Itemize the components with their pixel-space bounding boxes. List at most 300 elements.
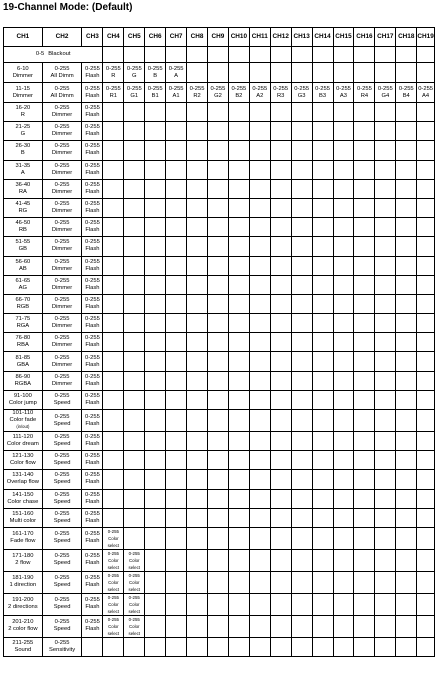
table-cell-empty [103, 390, 124, 409]
cell-text: 0-255 [85, 181, 100, 188]
table-cell-empty [270, 527, 291, 549]
table-cell-empty [187, 451, 208, 470]
cell-text: 0-255 [231, 85, 247, 92]
table-cell-empty [124, 256, 145, 275]
cell-text: 0-255 [85, 85, 100, 92]
table-cell-empty [228, 314, 249, 333]
cell-text: 71-75 [15, 316, 31, 323]
cell-text: 0-255 [273, 85, 289, 92]
cell-text: 0-255 [147, 65, 163, 72]
table-cell [82, 637, 103, 656]
table-cell-empty [145, 141, 166, 160]
table-cell-empty [270, 218, 291, 237]
table-cell [4, 593, 43, 615]
table-cell-empty [396, 294, 417, 313]
table-cell-empty [166, 333, 187, 352]
cell-text: G [20, 131, 26, 138]
cell-text: Speed [53, 441, 71, 448]
cell-text: Flash [85, 227, 100, 234]
table-cell-empty [270, 103, 291, 122]
table-cell [82, 451, 103, 470]
table-cell-empty [228, 198, 249, 217]
table-cell-empty [333, 103, 354, 122]
table-cell-empty [207, 63, 228, 83]
cell-text: GBA [16, 361, 29, 368]
cell-text: Speed [53, 479, 71, 486]
table-cell-empty [291, 593, 312, 615]
table-cell-empty [249, 508, 270, 527]
cell-text: Flash [85, 265, 100, 272]
table-cell-empty [145, 256, 166, 275]
cell-text: 0-255 [210, 85, 226, 92]
cell-text: Color jump [8, 399, 37, 406]
table-cell-empty [375, 63, 396, 83]
table-cell-empty [249, 122, 270, 141]
table-cell [42, 83, 82, 103]
table-cell-empty [228, 179, 249, 198]
table-cell-empty [375, 314, 396, 333]
table-cell [228, 83, 249, 103]
table-cell-empty [354, 256, 375, 275]
cell-text: G4 [381, 92, 390, 99]
table-cell [124, 615, 145, 637]
table-cell-empty [396, 198, 417, 217]
table-cell-empty [312, 63, 333, 83]
table-cell-empty [333, 352, 354, 371]
cell-text: 56-60 [15, 258, 31, 265]
table-cell-empty [333, 198, 354, 217]
table-cell-empty [333, 615, 354, 637]
table-row [4, 237, 435, 256]
table-cell-empty [312, 237, 333, 256]
table-cell-empty [396, 637, 417, 656]
table-cell [42, 371, 82, 390]
table-cell-empty [333, 179, 354, 198]
table-cell-empty [103, 141, 124, 160]
table-cell-empty [375, 237, 396, 256]
table-cell [4, 571, 43, 593]
table-cell [4, 549, 43, 571]
table-cell-empty [396, 314, 417, 333]
table-cell-empty [228, 275, 249, 294]
table-cell-empty [417, 198, 435, 217]
table-cell [82, 593, 103, 615]
table-cell-empty [187, 390, 208, 409]
cell-text: 0-255 [85, 491, 100, 498]
cell-text: Flash [85, 208, 100, 215]
table-cell [82, 218, 103, 237]
table-cell-empty [145, 122, 166, 141]
cell-text: 66-70 [15, 296, 31, 303]
table-cell [270, 83, 291, 103]
table-cell-empty [333, 237, 354, 256]
table-cell-empty [270, 489, 291, 508]
table-cell-empty [103, 432, 124, 451]
cell-text: 0-255 [105, 85, 121, 92]
cell-text: select [107, 564, 120, 570]
table-cell [82, 63, 103, 83]
cell-text: 0-255 [107, 572, 119, 578]
table-cell-empty [124, 218, 145, 237]
cell-text: select [128, 630, 140, 636]
cell-text: Flash [85, 380, 100, 387]
table-cell-empty [187, 593, 208, 615]
table-cell-empty [333, 122, 354, 141]
table-cell-empty [333, 432, 354, 451]
table-cell-empty [103, 333, 124, 352]
table-cell [4, 637, 43, 656]
table-cell-empty [270, 275, 291, 294]
cell-text: 0-255 [54, 105, 70, 112]
table-row [4, 451, 435, 470]
table-cell-empty [417, 47, 435, 63]
cell-text: 0-255 [54, 597, 70, 604]
table-cell-empty [417, 489, 435, 508]
table-cell [4, 470, 43, 489]
table-cell-empty [333, 489, 354, 508]
table-cell-empty [249, 314, 270, 333]
cell-text: A4 [422, 92, 430, 99]
table-cell-empty [291, 275, 312, 294]
table-cell-empty [228, 615, 249, 637]
cell-text: Flash [85, 517, 100, 524]
table-cell-empty [145, 314, 166, 333]
table-cell-empty [354, 470, 375, 489]
table-cell [42, 527, 82, 549]
table-cell [124, 549, 145, 571]
table-cell-empty [270, 198, 291, 217]
table-cell-empty [312, 432, 333, 451]
table-cell-empty [249, 47, 270, 63]
table-cell-empty [228, 549, 249, 571]
column-header: CH1 [4, 28, 43, 47]
table-cell-empty [207, 549, 228, 571]
table-cell-empty [354, 103, 375, 122]
table-cell-empty [417, 218, 435, 237]
cell-text: 31-35 [15, 162, 31, 169]
table-cell-empty [270, 637, 291, 656]
table-cell-empty [166, 275, 187, 294]
table-row [4, 432, 435, 451]
table-cell-empty [187, 256, 208, 275]
table-cell-empty [166, 593, 187, 615]
table-cell-empty [291, 333, 312, 352]
table-cell-empty [333, 571, 354, 593]
table-cell-empty [249, 275, 270, 294]
table-cell-empty [312, 593, 333, 615]
cell-text: 0-255 [54, 619, 70, 626]
cell-text: 181-190 [12, 575, 34, 582]
table-cell [4, 333, 43, 352]
table-cell-empty [312, 256, 333, 275]
cell-text: Flash [85, 626, 100, 633]
table-cell-empty [207, 275, 228, 294]
cell-text: 0-255 [126, 65, 142, 72]
table-cell-empty [187, 432, 208, 451]
table-cell-empty [249, 218, 270, 237]
cell-text: 0-255 [54, 220, 70, 227]
table-cell-empty [375, 275, 396, 294]
table-cell [103, 593, 124, 615]
table-cell-empty [375, 333, 396, 352]
table-cell-empty [249, 489, 270, 508]
cell-text: R [20, 112, 25, 119]
table-cell-empty [396, 527, 417, 549]
table-cell [42, 198, 82, 217]
cell-text: 21-25 [15, 124, 31, 131]
table-cell [42, 390, 82, 409]
cell-text: 161-170 [12, 531, 34, 538]
table-cell-empty [354, 314, 375, 333]
table-cell [312, 83, 333, 103]
cell-text: 0-255 [85, 510, 100, 517]
table-cell-empty [312, 489, 333, 508]
table-cell-empty [354, 122, 375, 141]
table-cell-empty [228, 63, 249, 83]
cell-text: All Dimm [50, 72, 74, 79]
table-cell-empty [291, 294, 312, 313]
cell-text: 0-255 [85, 619, 100, 626]
cell-text: 0-255 [85, 258, 100, 265]
table-cell-empty [354, 615, 375, 637]
table-cell-empty [312, 333, 333, 352]
table-cell-empty [417, 352, 435, 371]
table-cell-empty [166, 549, 187, 571]
table-cell-empty [103, 256, 124, 275]
table-cell-empty [103, 410, 124, 432]
table-cell-empty [417, 256, 435, 275]
table-cell-empty [417, 103, 435, 122]
table-cell-empty [124, 179, 145, 198]
table-cell [82, 294, 103, 313]
table-cell-empty [166, 294, 187, 313]
cell-text: Flash [85, 498, 100, 505]
table-cell [82, 103, 103, 122]
table-cell-empty [228, 571, 249, 593]
table-cell-empty [124, 489, 145, 508]
table-cell-empty [291, 179, 312, 198]
cell-text: Color [108, 557, 119, 563]
cell-text: 0-255 [107, 528, 119, 534]
table-cell-empty [312, 371, 333, 390]
table-cell [103, 63, 124, 83]
table-cell [145, 63, 166, 83]
cell-text: 0-255 [85, 373, 100, 380]
cell-text: Flash [85, 538, 100, 545]
table-cell-empty [207, 432, 228, 451]
cell-text: 0-255 [85, 597, 100, 604]
table-cell-empty [333, 637, 354, 656]
cell-text: 201-210 [12, 619, 34, 626]
table-cell [82, 275, 103, 294]
table-cell-empty [333, 410, 354, 432]
table-cell-empty [291, 410, 312, 432]
table-cell [4, 179, 43, 198]
table-cell-empty [375, 371, 396, 390]
table-cell-empty [354, 141, 375, 160]
cell-text: 0-255 [377, 85, 393, 92]
table-cell-empty [145, 527, 166, 549]
column-header: CH3 [82, 28, 103, 47]
cell-text: RGA [16, 323, 30, 330]
cell-text: Overlap flow [6, 479, 39, 486]
table-cell-empty [291, 489, 312, 508]
cell-text: 0-255 [85, 143, 100, 150]
table-cell-empty [249, 160, 270, 179]
cell-text: G2 [214, 92, 222, 99]
table-cell-empty [270, 508, 291, 527]
table-cell-empty [166, 470, 187, 489]
cell-text: 0-255 [54, 335, 70, 342]
table-cell-empty [354, 451, 375, 470]
table-cell [396, 83, 417, 103]
cell-text: RGBA [14, 380, 32, 387]
cell-text: Flash [85, 188, 100, 195]
table-cell [103, 527, 124, 549]
cell-text: Dimmer [51, 342, 73, 349]
table-cell-empty [333, 160, 354, 179]
table-cell-empty [187, 508, 208, 527]
cell-text: B4 [402, 92, 410, 99]
table-cell-empty [417, 179, 435, 198]
cell-text: 0-255 [85, 220, 100, 227]
cell-text: 0-255 [85, 413, 100, 420]
table-cell-empty [333, 593, 354, 615]
table-cell-empty [375, 256, 396, 275]
table-cell-empty [312, 47, 333, 63]
table-cell-empty [333, 508, 354, 527]
table-cell-empty [291, 198, 312, 217]
table-cell-empty [145, 371, 166, 390]
cell-text: Speed [53, 460, 71, 467]
table-row [4, 160, 435, 179]
cell-text: Speed [53, 399, 71, 406]
table-cell-empty [333, 256, 354, 275]
table-cell-empty [249, 179, 270, 198]
table-cell-empty [312, 470, 333, 489]
table-cell-empty [396, 489, 417, 508]
cell-text: 0-255 [252, 85, 268, 92]
table-cell-empty [187, 160, 208, 179]
table-cell-empty [228, 333, 249, 352]
cell-text: AG [18, 284, 28, 291]
table-cell-empty [187, 47, 208, 63]
table-cell-empty [270, 549, 291, 571]
table-cell [82, 179, 103, 198]
cell-text: Color [129, 623, 140, 629]
column-header: CH12 [270, 28, 291, 47]
table-cell-empty [249, 294, 270, 313]
table-cell-empty [124, 47, 145, 63]
cell-text: 0-255 [54, 354, 70, 361]
cell-text: 2 directions [8, 604, 38, 611]
cell-text: 0-255 [54, 239, 70, 246]
table-cell-empty [333, 390, 354, 409]
table-cell-empty [291, 508, 312, 527]
table-cell [42, 432, 82, 451]
table-cell-empty [166, 508, 187, 527]
cell-text: All Dimm [50, 92, 74, 99]
table-cell-empty [166, 237, 187, 256]
table-cell-empty [270, 615, 291, 637]
table-cell [4, 527, 43, 549]
table-cell-empty [312, 571, 333, 593]
table-cell [333, 83, 354, 103]
table-cell [4, 275, 43, 294]
table-cell-empty [187, 103, 208, 122]
table-cell-empty [396, 237, 417, 256]
table-cell-empty [291, 352, 312, 371]
cell-text: Dimmer [51, 150, 73, 157]
table-cell [4, 352, 43, 371]
table-cell-empty [228, 256, 249, 275]
table-cell-empty [417, 451, 435, 470]
table-cell-empty [312, 451, 333, 470]
table-cell-empty [187, 410, 208, 432]
cell-text: 141-150 [12, 491, 34, 498]
cell-text: 0-255 [85, 354, 100, 361]
table-cell-empty [375, 637, 396, 656]
table-cell-empty [187, 218, 208, 237]
table-cell-empty [312, 179, 333, 198]
cell-text: Dimmer [51, 188, 73, 195]
cell-text: 0-255 [54, 553, 70, 560]
cell-text: 0-255 [54, 640, 70, 647]
cell-text: 0-255 [54, 453, 70, 460]
table-cell-empty [187, 637, 208, 656]
table-cell-empty [187, 352, 208, 371]
table-cell-empty [396, 333, 417, 352]
table-cell-empty [207, 371, 228, 390]
table-cell [42, 489, 82, 508]
table-cell-empty [333, 549, 354, 571]
cell-text: Dimmer [51, 246, 73, 253]
table-cell-empty [187, 371, 208, 390]
table-cell-empty [103, 218, 124, 237]
table-cell-empty [396, 549, 417, 571]
cell-text: 91-100 [13, 392, 32, 399]
cell-text: 0-255 [85, 296, 100, 303]
cell-text: Color [108, 623, 119, 629]
cell-text: 51-55 [15, 239, 31, 246]
cell-text: 0-255 [85, 553, 100, 560]
cell-text: Dimmer [51, 284, 73, 291]
table-cell-empty [333, 371, 354, 390]
table-cell-empty [270, 371, 291, 390]
table-cell-empty [145, 432, 166, 451]
cell-text: Flash [85, 72, 100, 79]
cell-text: Speed [53, 560, 71, 567]
table-cell [4, 451, 43, 470]
column-header: CH16 [354, 28, 375, 47]
table-cell-empty [249, 571, 270, 593]
table-cell-empty [228, 410, 249, 432]
table-cell-empty [145, 637, 166, 656]
table-cell-empty [291, 141, 312, 160]
cell-text: 211-255 [12, 640, 34, 647]
table-cell-empty [333, 275, 354, 294]
table-cell-empty [291, 256, 312, 275]
table-row [4, 83, 435, 103]
cell-text: 131-140 [12, 472, 34, 479]
table-cell-empty [375, 141, 396, 160]
table-cell-empty [354, 160, 375, 179]
table-cell [124, 571, 145, 593]
table-cell-empty [375, 615, 396, 637]
cell-text: RB [18, 227, 27, 234]
cell-text: B1 [151, 92, 159, 99]
cell-text: Flash [85, 399, 100, 406]
